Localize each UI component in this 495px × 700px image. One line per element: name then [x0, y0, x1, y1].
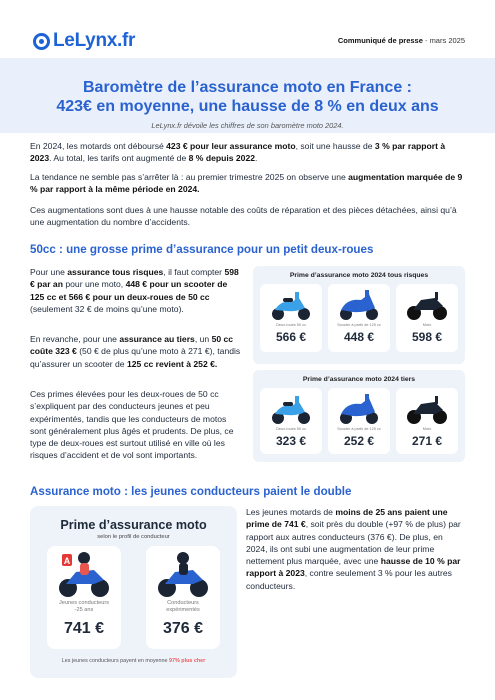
text: .: [255, 153, 258, 164]
text: , un: [194, 334, 212, 344]
bold-text: 423 € pour leur assurance moto: [166, 141, 296, 151]
card-tiers: [253, 370, 465, 462]
text: Ces primes élevées pour les deux-roues de 50 cc s’expliquent par des conducteurs jeunes et peu expérimentés, tandis que les conducteurs de motos sont généralement plus âgés et prudents. De plus, ce type de deux-roues est surtout utilisé en ville où les risques d’accident et de vol sont importants.: [30, 389, 234, 461]
section1-paragraph-2: [30, 333, 242, 370]
bold-text: 8 % depuis 2022: [188, 153, 256, 164]
banner-subtitle: LeLynx.fr dévoile les chiffres de son baromètre moto 2024.: [151, 121, 344, 130]
section2-paragraph-1: [246, 506, 466, 592]
text: , soit près du double (+97 % de plus) par rapport aux autres conducteurs (376 €). De plus, en 2024, ils ont subi une augmentation de leur prime nettement plus marquée, avec une: [246, 519, 461, 567]
tile-50cc: [260, 388, 322, 454]
tile-price: 376 €: [162, 620, 204, 637]
svg-text:A: A: [63, 556, 71, 566]
bold-text: moins de 25 ans paient une prime de 741 €: [246, 507, 448, 530]
title-line-1: Baromètre de l’assurance moto en France :: [83, 79, 412, 96]
bold-text: 125 cc revient à 252 €.: [126, 358, 218, 369]
intro-paragraph-2: [30, 171, 466, 196]
text: Les jeunes motards de: [246, 507, 336, 517]
tile-caption: Scooter à partir de 125 cc: [337, 427, 381, 431]
section-title-50cc: 50cc : une grosse prime d’assurance pour un petit deux-roues: [30, 243, 374, 256]
text: . Au total, les tarifs ont augmenté de: [49, 153, 189, 164]
maxi-scooter-icon: [337, 392, 381, 426]
tile-125cc: [328, 284, 390, 352]
tile-price: 252 €: [343, 434, 375, 448]
bold-text: assurance au tiers: [119, 334, 195, 344]
tile-50cc: [260, 284, 322, 352]
bold-text: 598 € par an: [30, 267, 239, 290]
tile-caption: Moto: [422, 323, 432, 327]
text: , contre seulement 3 % pour les autres conducteurs.: [246, 568, 452, 591]
scooter-icon: [269, 392, 313, 426]
press-release-tag: [338, 36, 465, 45]
tile-caption: Moto: [422, 427, 432, 431]
card-title: Prime d’assurance moto 2024 tous risques: [289, 272, 429, 279]
card-subtitle: selon le profil de conducteur: [97, 534, 170, 540]
caption-line-1: Conducteurs: [167, 600, 199, 606]
tile-moto: [396, 388, 458, 454]
caption-line-2: -25 ans: [74, 606, 94, 613]
text: La tendance ne semble pas s’arrêter là : au premier trimestre 2025 on observe une: [30, 172, 349, 182]
scooter-icon: [269, 288, 313, 322]
tile-jeunes-conducteurs: [47, 546, 121, 649]
intro-paragraph-1: [30, 140, 466, 165]
caption-line-1: Jeunes conducteurs: [58, 600, 110, 606]
bold-text: assurance tous risques: [67, 267, 164, 277]
intro-paragraph-3: [30, 204, 466, 229]
separator: -: [422, 36, 430, 45]
tile-caption: [47, 600, 121, 614]
title-banner: [0, 58, 495, 133]
section1-paragraph-3: [30, 388, 242, 462]
tile-caption: Deux-roues 50 cc: [276, 323, 306, 327]
tile-125cc: [328, 388, 390, 454]
text: , soit une hausse de: [295, 141, 375, 151]
tile-price: 448 €: [343, 330, 375, 344]
bold-text: hausse de 10 % par rapport à 2023: [246, 556, 461, 579]
title-line-2: 423€ en moyenne, une hausse de 8 % en deux ans: [56, 98, 439, 115]
maxi-scooter-icon: [337, 288, 381, 322]
card-tous-risques: [253, 266, 465, 364]
bold-text: augmentation marquée de 9 % par rapport à la même période en 2024.: [30, 172, 463, 195]
bold-text: 50 cc coûte 323 €: [30, 334, 234, 357]
tile-price: 598 €: [411, 330, 443, 344]
footer-highlight: 97% plus cher: [169, 658, 206, 664]
tile-price: 271 €: [411, 434, 443, 448]
doc-date: mars 2025: [429, 36, 465, 45]
footer-text: Les jeunes conducteurs payent en moyenne: [61, 658, 170, 664]
text: Ces augmentations sont dues à une hausse notable des coûts de réparation et des pièces détachées, ainsi qu’à une augmentation du nombre d’accidents.: [30, 205, 457, 228]
section1-paragraph-1: [30, 266, 242, 315]
tile-caption: Deux-roues 50 cc: [276, 427, 306, 431]
caption-line-2: expérimentés: [166, 606, 200, 613]
text: pour une moto,: [62, 279, 126, 290]
text: Pour une: [30, 267, 68, 277]
bold-text: 3 % par rapport à 2023: [30, 141, 446, 164]
tile-conducteurs-experimentes: [146, 546, 220, 649]
card-title: Prime d’assurance moto: [60, 518, 207, 532]
text: (seulement 32 € de moins qu’une moto).: [30, 303, 184, 314]
tile-price: 323 €: [275, 434, 307, 448]
card-footer-note: [30, 658, 237, 664]
page-header: [0, 0, 495, 57]
text: , il faut compter: [163, 267, 225, 277]
experienced-rider-icon: [155, 550, 211, 600]
text: En revanche, pour une: [30, 334, 120, 344]
page-title: [0, 58, 495, 116]
motorcycle-icon: [405, 288, 449, 322]
logo-text: LeLynx.fr: [53, 30, 136, 51]
tile-price: 566 €: [275, 330, 307, 344]
tile-caption: [146, 600, 220, 614]
text: (50 € de plus qu’une moto à 271 €), tandis qu’assurer un scooter de: [30, 346, 241, 369]
tile-moto: [396, 284, 458, 352]
young-rider-icon: [56, 550, 112, 600]
tile-price: 741 €: [63, 620, 105, 637]
bold-text: 448 € pour un scooter de 125 cc et 566 € pour un deux-roues de 50 cc: [30, 279, 228, 302]
lynx-logo-icon: [33, 33, 50, 50]
card-profil-conducteur: [30, 506, 237, 678]
doc-type: Communiqué de presse: [337, 36, 423, 45]
motorcycle-icon: [405, 392, 449, 426]
lelynx-logo[interactable]: [33, 30, 135, 52]
section-title-jeunes: Assurance moto : les jeunes conducteurs paient le double: [30, 485, 352, 498]
tile-caption: Scooter à partir de 125 cc: [337, 323, 381, 327]
text: En 2024, les motards ont déboursé: [30, 141, 167, 151]
card-title: Prime d’assurance moto 2024 tiers: [302, 376, 416, 383]
